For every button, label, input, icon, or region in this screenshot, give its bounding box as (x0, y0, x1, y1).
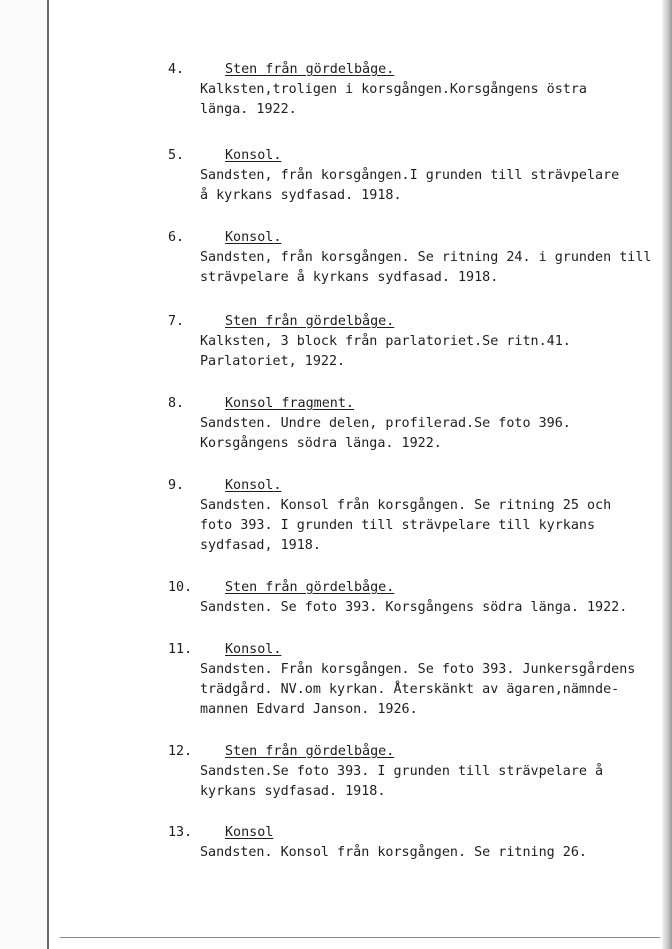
entry-title: Sten från gördelbåge. (225, 314, 395, 329)
entry-number: 9. (168, 478, 185, 493)
description-line: länga. 1922. (200, 102, 297, 117)
entry-title: Konsol fragment. (225, 396, 354, 411)
binding-margin (0, 0, 47, 949)
bottom-rule (60, 937, 660, 938)
description-line: Sandsten, från korsgången. Se ritning 24. i grunden till (200, 250, 652, 265)
description-line: Kalksten, 3 block från parlatoriet.Se ritn.41. (200, 334, 571, 349)
entry-description (200, 843, 587, 863)
entry-description (200, 248, 651, 288)
entry-description (200, 80, 587, 120)
entry-title: Konsol. (225, 478, 282, 493)
entry-title: Sten från gördelbåge. (225, 62, 395, 77)
description-line: foto 393. I grunden till strävpelare till kyrkans (200, 518, 596, 533)
entry-number: 11. (168, 642, 193, 657)
entry-title: Konsol. (225, 642, 282, 657)
margin-rule (47, 0, 49, 949)
description-line: trädgård. NV.om kyrkan. Återskänkt av ägaren,nämnde- (200, 682, 620, 697)
description-line: Sandsten. Se foto 393. Korsgångens södra länga. 1922. (200, 600, 628, 615)
page-edge-shadow (662, 0, 672, 949)
description-line: Sandsten. Från korsgången. Se foto 393. Junkersgårdens (200, 662, 636, 677)
description-line: Sandsten, från korsgången.I grunden till strävpelare (200, 168, 620, 183)
entry-description (200, 166, 619, 206)
entry-number: 7. (168, 314, 185, 329)
description-line: Korsgångens södra länga. 1922. (200, 436, 442, 451)
entry-number: 6. (168, 230, 185, 245)
entry-title: Konsol (225, 825, 274, 840)
description-line: kyrkans sydfasad. 1918. (200, 784, 386, 799)
description-line: Sandsten.Se foto 393. I grunden till strävpelare å (200, 764, 604, 779)
description-line: Sandsten. Undre delen, profilerad.Se foto 396. (200, 416, 571, 431)
entry-number: 8. (168, 396, 185, 411)
description-line: Kalksten,troligen i korsgången.Korsgångens östra (200, 82, 587, 97)
entry-title: Konsol. (225, 148, 282, 163)
entry-description (200, 332, 571, 372)
entry-description (200, 414, 571, 454)
entry-description (200, 660, 635, 720)
entry-description (200, 496, 611, 556)
description-line: å kyrkans sydfasad. 1918. (200, 188, 402, 203)
description-line: sydfasad, 1918. (200, 538, 321, 553)
entry-number: 12. (168, 744, 193, 759)
entry-number: 10. (168, 580, 193, 595)
description-line: Sandsten. Konsol från korsgången. Se ritning 25 och (200, 498, 612, 513)
entry-description (200, 598, 627, 618)
description-line: strävpelare å kyrkans sydfasad. 1918. (200, 270, 499, 285)
entry-number: 4. (168, 62, 185, 77)
entry-title: Sten från gördelbåge. (225, 744, 395, 759)
description-line: Sandsten. Konsol från korsgången. Se ritning 26. (200, 845, 587, 860)
entry-title: Konsol. (225, 230, 282, 245)
description-line: mannen Edvard Janson. 1926. (200, 702, 418, 717)
entry-number: 13. (168, 825, 193, 840)
description-line: Parlatoriet, 1922. (200, 354, 346, 369)
entry-description (200, 762, 603, 802)
entry-title: Sten från gördelbåge. (225, 580, 395, 595)
entry-number: 5. (168, 148, 185, 163)
